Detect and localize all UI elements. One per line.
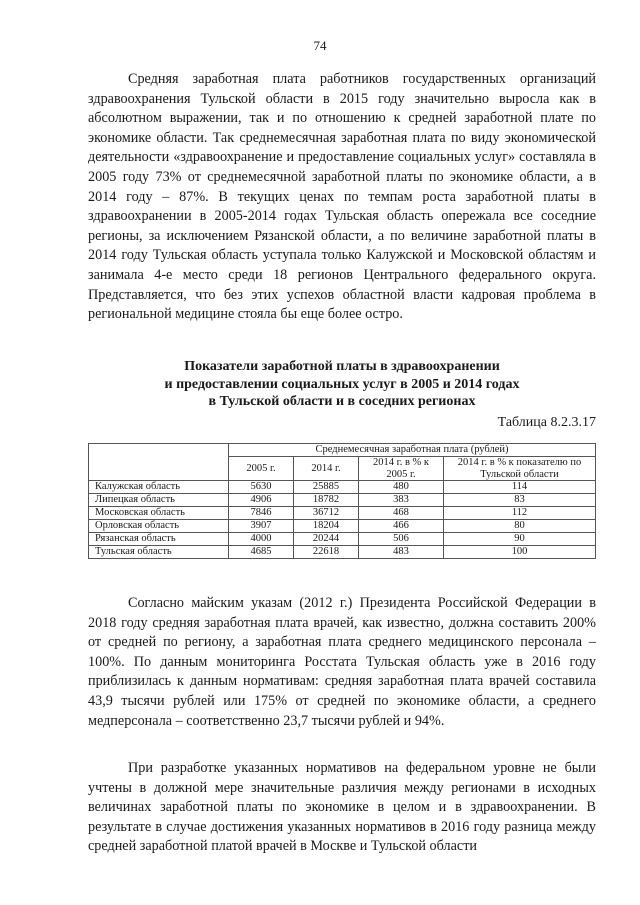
region-cell: Орловская область [89, 520, 229, 533]
column-header-2005: 2005 г. [229, 457, 294, 481]
pct-tula-cell: 112 [444, 507, 596, 520]
pct-2005-cell: 466 [359, 520, 444, 533]
value-2014-cell: 25885 [294, 481, 359, 494]
salary-table [88, 443, 596, 559]
column-header-2014: 2014 г. [294, 457, 359, 481]
value-2005-cell: 4000 [229, 533, 294, 546]
region-column-header [89, 444, 229, 481]
pct-tula-cell: 83 [444, 494, 596, 507]
value-2005-cell: 3907 [229, 520, 294, 533]
paragraph-salary-growth: Средняя заработная плата работников государственных организаций здравоохранения Тульской области в 2015 году значительно выросла как в абсолютном выражении, так и по отношению к средней заработной плате по экономике области. Так среднемесячная заработная плата по виду экономической деятельности «здравоохранение и предоставление социальных услуг» составляла в 2005 году 73% от среднемесячной заработной платы по экономике области, а в 2014 году – 87%. В текущих ценах по темпам роста заработной платы в здравоохранении в 2005-2014 годах Тульская область опережала все соседние регионы, за исключением Рязанской области, а по величине заработной платы в 2014 году Тульская область уступала только Калужской и Московской областям и занимала 4-е место среди 18 регионов Центрального федерального округа. Представляется, что без этих успехов областной власти кадровая проблема в региональной медицине стояла бы еще более остро. [88, 71, 596, 323]
region-cell: Калужская область [89, 481, 229, 494]
table-row [89, 481, 596, 494]
table-caption: Таблица 8.2.3.17 [497, 415, 596, 430]
column-header-pct-2005: 2014 г. в % к 2005 г. [359, 457, 444, 481]
value-2014-cell: 22618 [294, 546, 359, 559]
group-column-header: Среднемесячная заработная плата (рублей) [229, 444, 596, 457]
table-heading-line-1: Показатели заработной платы в здравоохранении [184, 359, 500, 374]
pct-tula-cell: 114 [444, 481, 596, 494]
value-2014-cell: 18782 [294, 494, 359, 507]
pct-2005-cell: 506 [359, 533, 444, 546]
value-2005-cell: 7846 [229, 507, 294, 520]
region-cell: Рязанская область [89, 533, 229, 546]
table-row [89, 546, 596, 559]
pct-2005-cell: 480 [359, 481, 444, 494]
table-row [89, 494, 596, 507]
pct-tula-cell: 100 [444, 546, 596, 559]
region-cell: Московская область [89, 507, 229, 520]
column-header-pct-tula: 2014 г. в % к показателю по Тульской области [444, 457, 596, 481]
region-cell: Тульская область [89, 546, 229, 559]
pct-2005-cell: 468 [359, 507, 444, 520]
page-number: 74 [313, 38, 327, 53]
table-row [89, 533, 596, 546]
value-2014-cell: 18204 [294, 520, 359, 533]
value-2005-cell: 4685 [229, 546, 294, 559]
paragraph-may-decrees: Согласно майским указам (2012 г.) Президента Российской Федерации в 2018 году средняя заработная плата врачей, как известно, должна составить 200% от средней по региону, а заработная плата среднего медицинского персонала – 100%. По данным мониторинга Росстата Тульская область уже в 2016 году приблизилась к данным нормативам: средняя заработная плата врачей составила 43,9 тысячи рублей или 175% от средней по экономике области, а среднего медперсонала – соответственно 23,7 тысячи рублей и 94%. [88, 595, 596, 729]
pct-2005-cell: 483 [359, 546, 444, 559]
value-2005-cell: 5630 [229, 481, 294, 494]
value-2005-cell: 4906 [229, 494, 294, 507]
table-group-header-row [89, 444, 596, 457]
table-heading [88, 358, 596, 411]
value-2014-cell: 36712 [294, 507, 359, 520]
region-cell: Липецкая область [89, 494, 229, 507]
table-heading-line-3: в Тульской области и в соседних регионах [208, 394, 476, 409]
pct-tula-cell: 80 [444, 520, 596, 533]
table-row [89, 507, 596, 520]
pct-tula-cell: 90 [444, 533, 596, 546]
pct-2005-cell: 383 [359, 494, 444, 507]
value-2014-cell: 20244 [294, 533, 359, 546]
table-row [89, 520, 596, 533]
table-heading-line-2: и предоставлении социальных услуг в 2005 и 2014 годах [164, 376, 520, 392]
paragraph-federal-norms: При разработке указанных нормативов на федеральном уровне не были учтены в должной мере значительные различия между регионами в исходных величинах заработной платы по экономике в целом и в здравоохранении. В результате в случае достижения указанных нормативов в 2016 году разница между средней заработной платой врачей в Москве и Тульской области [88, 760, 596, 855]
